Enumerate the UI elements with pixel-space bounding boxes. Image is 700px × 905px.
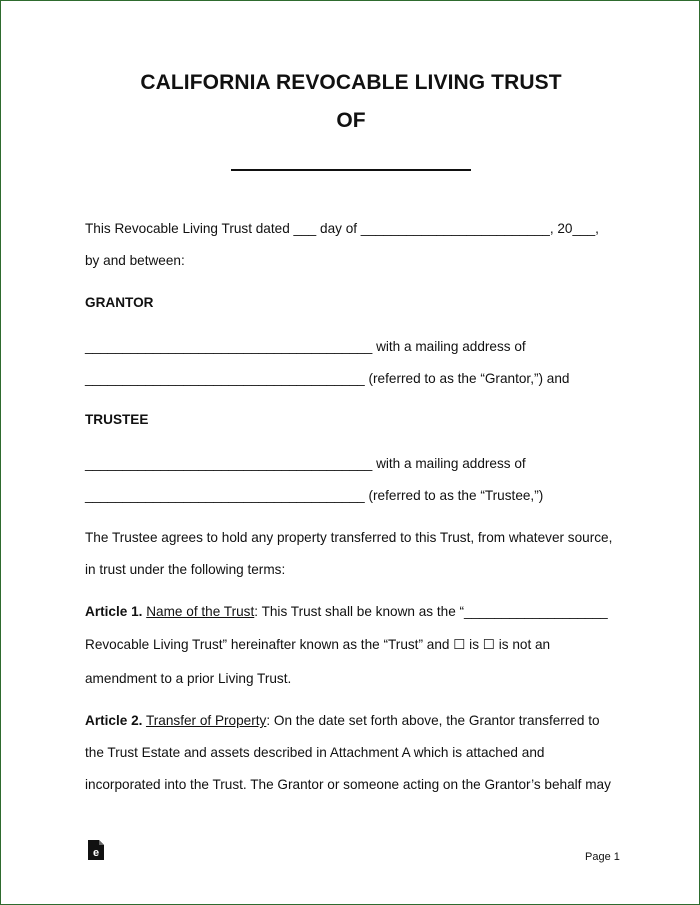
article1-dot: . bbox=[138, 604, 143, 619]
document-title-line2: OF bbox=[336, 109, 366, 132]
grantor-line1: ______________________________________ with a mailing address of bbox=[85, 339, 526, 354]
article2-dot: . bbox=[138, 713, 143, 728]
document-title-line1: CALIFORNIA REVOCABLE LIVING TRUST bbox=[140, 71, 562, 94]
trustee-line1: ______________________________________ with a mailing address of bbox=[85, 456, 526, 471]
article2-line1 bbox=[85, 713, 600, 728]
trustee-line2: _____________________________________ (referred to as the “Trustee,”) bbox=[85, 488, 544, 503]
article2-label: Article 2 bbox=[85, 713, 139, 728]
intro-line1: This Revocable Living Trust dated ___ day of _________________________, 20___, bbox=[85, 221, 599, 236]
article1-line2: Revocable Living Trust” hereinafter known as the “Trust” and ☐ is ☐ is not an bbox=[85, 637, 551, 652]
article2-name: Transfer of Property bbox=[145, 713, 267, 728]
agreement-line1: The Trustee agrees to hold any property transferred to this Trust, from whatever source, bbox=[85, 530, 613, 545]
grantor-heading: GRANTOR bbox=[85, 295, 154, 310]
article1-line3: amendment to a prior Living Trust. bbox=[85, 671, 292, 686]
intro-line2: by and between: bbox=[85, 253, 185, 268]
article1-text1: : This Trust shall be known as the “___________________ bbox=[254, 604, 608, 619]
article1-name: Name of the Trust bbox=[146, 604, 255, 619]
article1-line1 bbox=[85, 604, 608, 619]
eforms-logo-icon bbox=[87, 839, 105, 861]
page-number: Page 1 bbox=[585, 851, 620, 863]
svg-text:e: e bbox=[92, 847, 100, 859]
article2-text1: : On the date set forth above, the Grantor transferred to bbox=[266, 713, 600, 728]
article2-line2: the Trust Estate and assets described in Attachment A which is attached and bbox=[85, 745, 545, 760]
article2-line3: incorporated into the Trust. The Grantor or someone acting on the Grantor’s behalf may bbox=[85, 777, 611, 792]
trustee-heading: TRUSTEE bbox=[85, 412, 149, 427]
grantor-line2: _____________________________________ (referred to as the “Grantor,”) and bbox=[85, 371, 570, 386]
article1-label: Article 1 bbox=[85, 604, 139, 619]
trust-name-blank-line bbox=[231, 169, 471, 171]
agreement-line2: in trust under the following terms: bbox=[85, 562, 286, 577]
